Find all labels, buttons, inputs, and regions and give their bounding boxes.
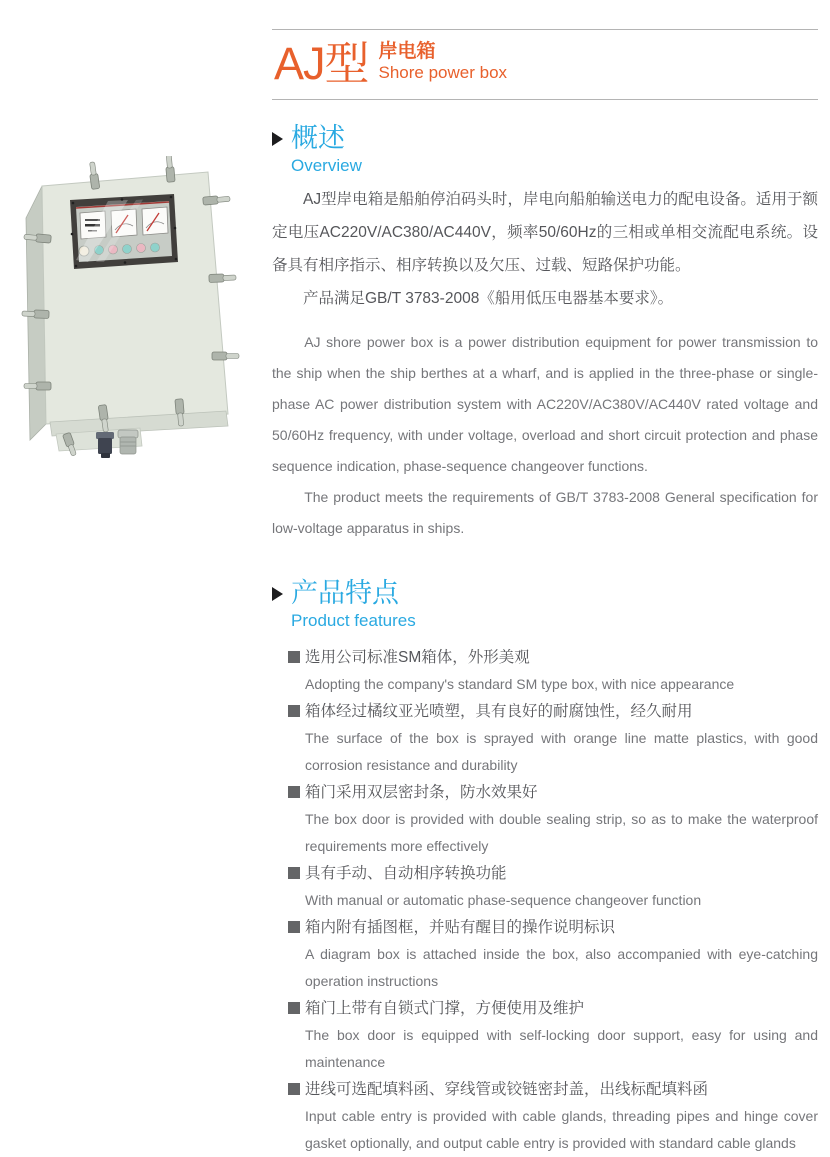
triangle-marker-icon: [272, 587, 283, 601]
feature-text-cn: 箱门上带有自锁式门撑，方便使用及维护: [305, 1000, 585, 1018]
feature-text-cn: 箱门采用双层密封条，防水效果好: [305, 784, 538, 802]
cable-gland-dark: [96, 432, 114, 458]
feature-text-en: The box door is provided with double sealing strip, so as to make the waterproof requirements more effectively: [305, 811, 818, 855]
feature-text-en: Input cable entry is provided with cable glands, threading pipes and hinge cover gasket optionally, and output cable entry is provided with standard cable glands: [305, 1108, 818, 1152]
feature-text-en: The box door is equipped with self-locking door support, easy for using and maintenance: [305, 1027, 818, 1071]
square-bullet-icon: [288, 921, 300, 933]
overview-heading-titles: [291, 123, 362, 176]
cable-gland-metal: [118, 430, 138, 454]
latch-right-2: [209, 274, 236, 283]
meter-analog-2: [142, 207, 168, 235]
feature-item: [272, 1076, 818, 1157]
feature-text-cn: 箱体经过橘纹亚光喷塑，具有良好的耐腐蚀性，经久耐用: [305, 703, 693, 721]
feature-title-cn: [272, 698, 818, 725]
features-section: [272, 578, 818, 1157]
overview-heading: [272, 123, 818, 176]
overview-cn-paragraph: 产品满足GB/T 3783-2008《船用低压电器基本要求》。: [303, 290, 674, 308]
product-name-en: Shore power box: [378, 62, 508, 82]
overview-cn-body: [272, 183, 818, 315]
overview-en-paragraph: The product meets the requirements of GB/T 3783-2008 General specification for low-voltage apparatus in ships.: [272, 489, 818, 537]
feature-item: [272, 698, 818, 779]
overview-en-paragraph: AJ shore power box is a power distribution equipment for power transmission to the ship when the ship berthes at a wharf, and is applied in the three-phase or single-phase AC power distribution system with AC220V/AC380V/AC440V rated voltage and 50/60Hz frequency, with under voltage, overload and short circuit protection and phase sequence indication, phase-sequence changeover functions.: [272, 334, 818, 475]
shore-power-box-illustration: [12, 156, 260, 472]
indicator-light-pink-2: [137, 244, 146, 253]
model-title: AJ型: [274, 38, 369, 90]
square-bullet-icon: [288, 1002, 300, 1014]
overview-section: [272, 123, 818, 544]
overview-en-body: [272, 327, 818, 544]
feature-item: [272, 995, 818, 1076]
feature-title-cn: [272, 644, 818, 671]
overview-heading-en: Overview: [291, 156, 362, 176]
feature-title-cn: [272, 860, 818, 887]
square-bullet-icon: [288, 705, 300, 717]
square-bullet-icon: [288, 786, 300, 798]
indicator-light-teal-2: [123, 245, 132, 254]
product-subtitle: [379, 41, 508, 86]
overview-heading-cn: 概述: [291, 123, 345, 154]
feature-title-cn: [272, 995, 818, 1022]
feature-item: [272, 914, 818, 995]
latch-left-3: [24, 382, 51, 390]
latch-left-2: [22, 310, 49, 319]
feature-title-cn: [272, 1076, 818, 1103]
square-bullet-icon: [288, 651, 300, 663]
feature-item: [272, 644, 818, 698]
title-divider: [272, 99, 818, 100]
latch-right-3: [212, 352, 239, 360]
feature-title-cn: [272, 914, 818, 941]
product-photo: [12, 156, 260, 472]
triangle-marker-icon: [272, 132, 283, 146]
feature-text-cn: 箱内附有插图框，并贴有醒目的操作说明标识: [305, 919, 616, 937]
feature-text-cn: 具有手动、自动相序转换功能: [305, 865, 507, 883]
feature-item: [272, 779, 818, 860]
feature-text-cn: 进线可选配填料函、穿线管或铰链密封盖，出线标配填料函: [305, 1081, 709, 1099]
product-name-cn: 岸电箱: [378, 41, 436, 62]
square-bullet-icon: [288, 867, 300, 879]
feature-text-en: The surface of the box is sprayed with orange line matte plastics, with good corrosion resistance and durability: [305, 730, 818, 774]
content-column: [272, 0, 818, 1157]
feature-title-cn: [272, 779, 818, 806]
feature-text-en: A diagram box is attached inside the box, also accompanied with eye-catching operation instructions: [305, 946, 818, 990]
overview-cn-paragraph: AJ型岸电箱是船舶停泊码头时，岸电向船舶输送电力的配电设备。适用于额定电压AC220V/AC380/AC440V，频率50/60Hz的三相或单相交流配电系统。设备具有相序指示、相序转换以及欠压、过载、短路保护功能。: [272, 191, 818, 275]
features-heading: [272, 578, 818, 631]
feature-text-cn: 选用公司标准SM箱体，外形美观: [305, 649, 530, 667]
features-heading-en: Product features: [291, 611, 416, 631]
feature-text-en: Adopting the company's standard SM type box, with nice appearance: [305, 676, 735, 693]
feature-list: [272, 644, 818, 1157]
feature-text-en: With manual or automatic phase-sequence changeover function: [305, 892, 702, 909]
indicator-light-teal-3: [151, 243, 160, 252]
page-title: [272, 30, 818, 99]
feature-item: [272, 860, 818, 914]
square-bullet-icon: [288, 1083, 300, 1095]
features-heading-cn: 产品特点: [291, 578, 399, 609]
features-heading-titles: [291, 578, 416, 631]
